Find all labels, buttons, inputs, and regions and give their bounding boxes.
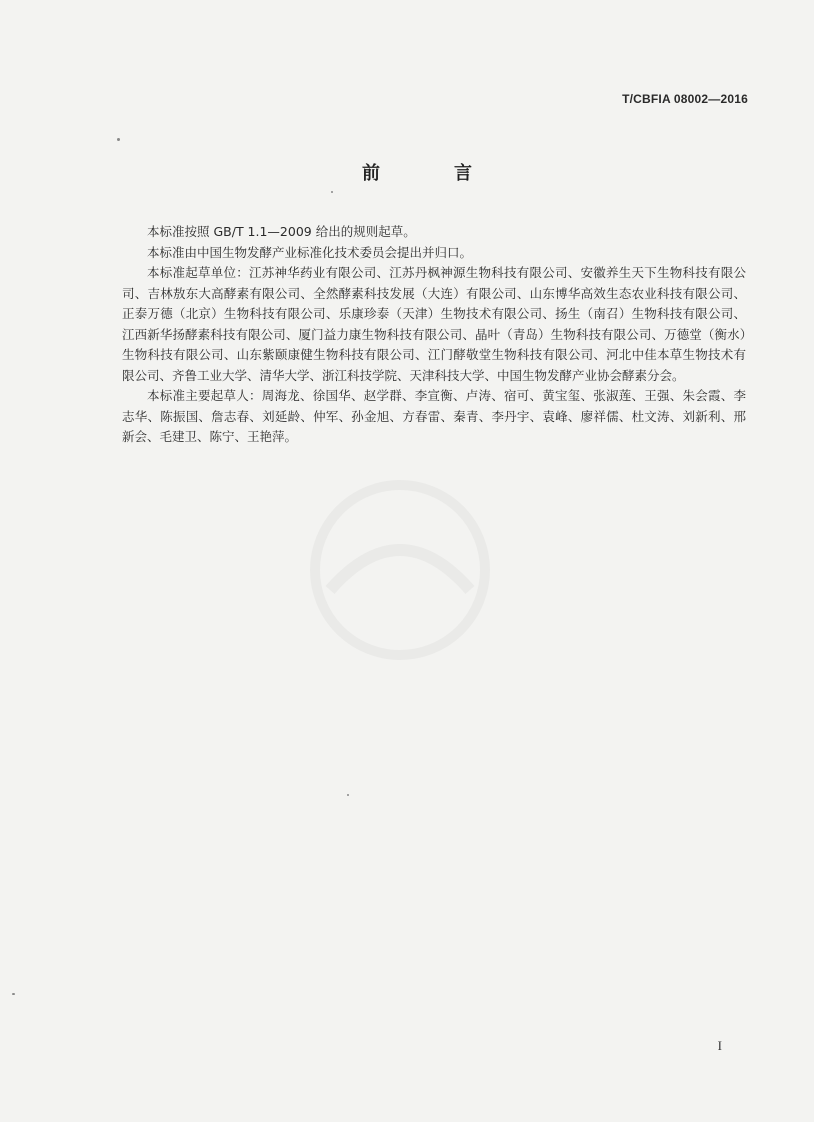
paragraph-drafters: 本标准主要起草人：周海龙、徐国华、赵学群、李宣衡、卢涛、宿可、黄宝玺、张淑莲、王强、朱会霞、李志华、陈振国、詹志春、刘延龄、仲军、孙金旭、方春雷、秦青、李丹宇、袁峰、廖祥儒、杜文涛、刘新利、邢新会、毛建卫、陈宁、王艳萍。 — [122, 388, 746, 444]
section-title: 前 言 — [362, 163, 500, 184]
faint-watermark-emblem — [250, 470, 550, 670]
scan-speck — [12, 993, 15, 995]
scan-speck — [117, 138, 120, 141]
paragraph-drafting-rules: 本标准按照 GB/T 1.1—2009 给出的规则起草。 — [147, 224, 416, 239]
paragraph-proposer: 本标准由中国生物发酵产业标准化技术委员会提出并归口。 — [147, 244, 473, 260]
standard-code: T/CBFIA 08002—2016 — [622, 92, 748, 106]
scan-speck — [347, 794, 349, 796]
scan-speck — [331, 191, 333, 193]
foreword-body — [122, 222, 746, 448]
page-number: I — [717, 1038, 722, 1053]
paragraph-drafting-units: 本标准起草单位：江苏神华药业有限公司、江苏丹枫神源生物科技有限公司、安徽养生天下生物科技有限公司、吉林敖东大高酵素有限公司、全然酵素科技发展（大连）有限公司、山东博华高效生态农业科技有限公司、正泰万德（北京）生物科技有限公司、乐康珍泰（天津）生物技术有限公司、扬生（南召）生物科技有限公司、江西新华扬酵素科技有限公司、厦门益力康生物科技有限公司、晶叶（青岛）生物科技有限公司、万德堂（衡水）生物科技有限公司、山东紫颐康健生物科技有限公司、江门酵敬堂生物科技有限公司、河北中佳本草生物技术有限公司、齐鲁工业大学、清华大学、浙江科技学院、天津科技大学、中国生物发酵产业协会酵素分会。 — [122, 265, 746, 383]
